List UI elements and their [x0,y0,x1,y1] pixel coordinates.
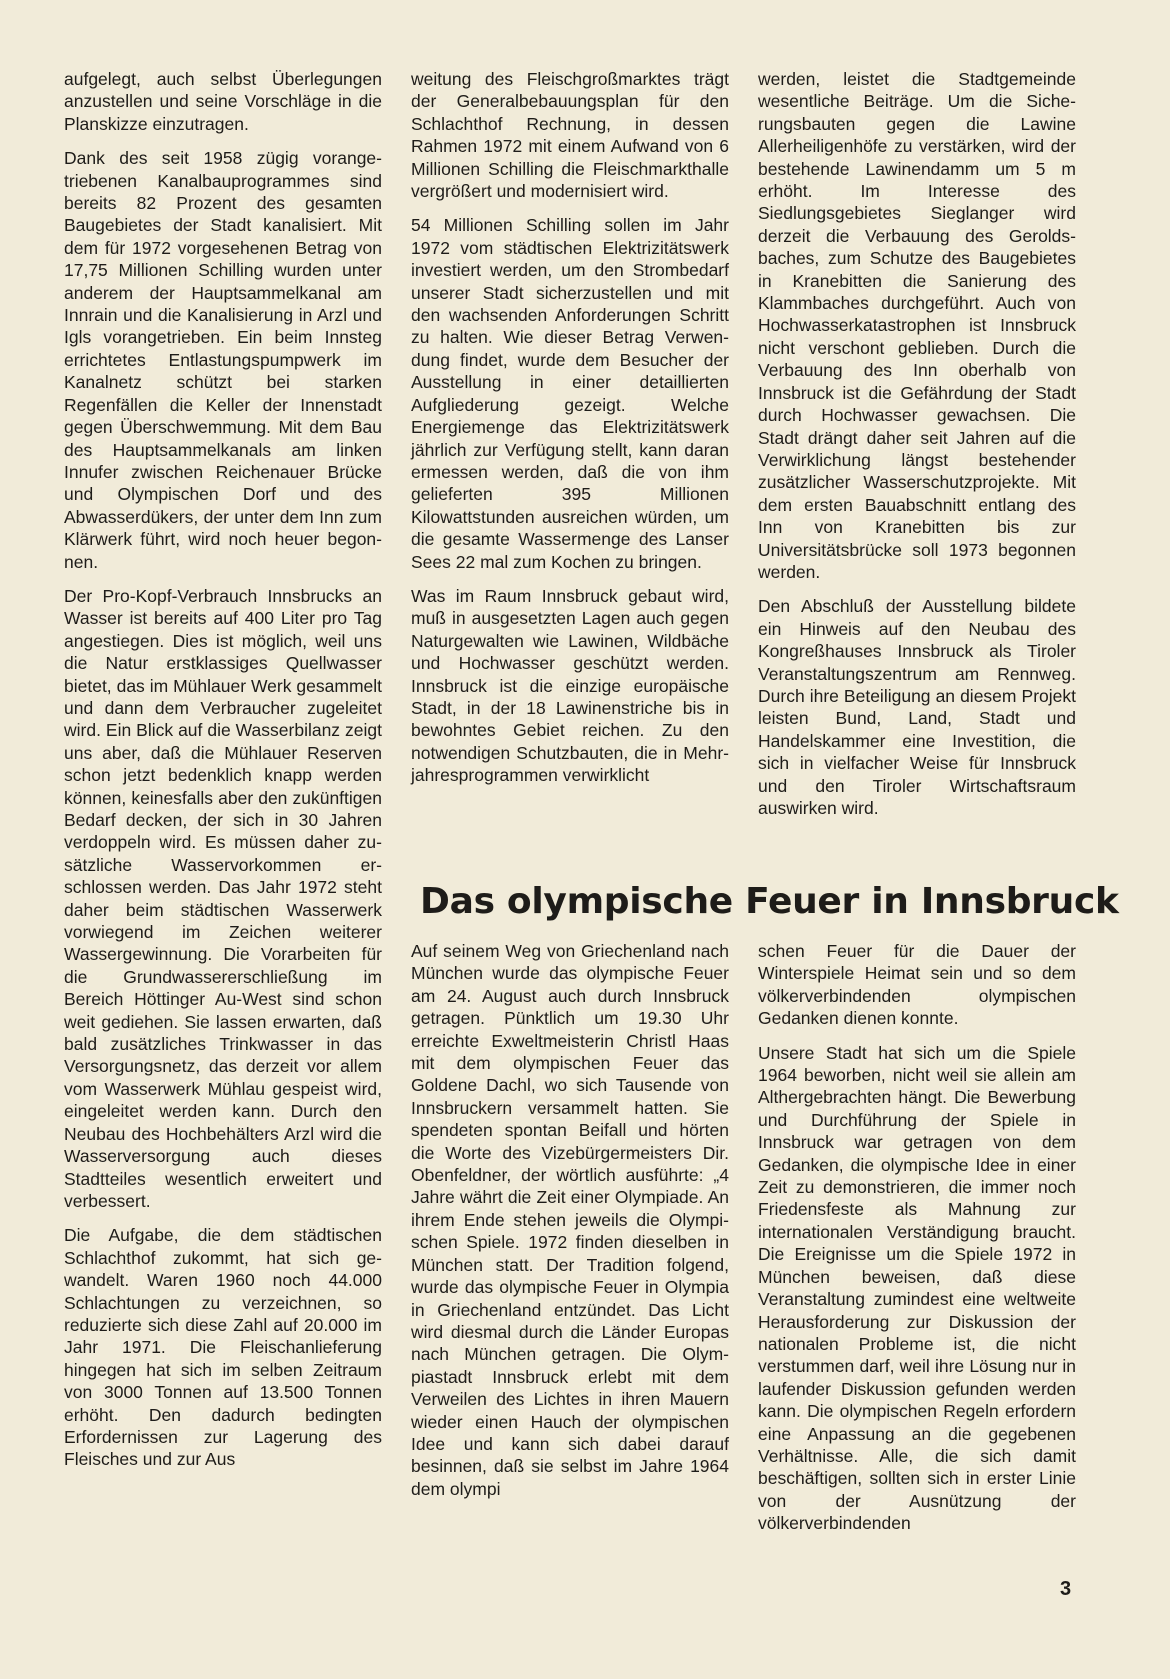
paragraph: 54 Millionen Schilling sollen im Jahr 1972 vom städtischen Elektrizitätswerk investiert werden, um den Strombedarf unserer Stadt sicherzustellen und mit den wachsenden Anforderungen Schritt zu halten. Wie dieser Betrag Verwendung findet, wurde dem Besucher der Ausstellung in einer detaillierten Aufgliederung gezeigt. Welche Energiemenge das Elektrizitätswerk jährlich zur Verfügung stellt, kann daran ermessen werden, daß die von ihm gelieferten 395 Millionen Kilowattstunden ausreichen würden, um die gesamte Wassermenge des Lanser Sees 22 mal zum Kochen zu bringen. [411,215,729,572]
paragraph: Auf seinem Weg von Griechenland nach München wurde das olympische Feuer am 24. August auch durch Innsbruck getragen. Pünktlich um 19.30 Uhr erreichte Exweltmeisterin Christl Haas mit dem olympischen Feuer das Goldene Dachl, wo sich Tausende von Innsbruckern versammelt hatten. Sie spendeten spontan Beifall und hörten die Worte des Vizebürgermeisters Dir. Obenfeldner, der wörtlich ausführte: „4 Jahre währt die Zeit einer Olympiade. An ihrem Ende stehen jeweils die Olympischen Spiele. 1972 finden dieselben in München statt. Der Tradition folgend, wurde das olympische Feuer in Olympia in Griechenland entzündet. Das Licht wird diesmal durch die Länder Europas nach München getragen. Die Olympiastadt Innsbruck erlebt mit dem Verweilen des Lichtes in ihren Mauern wieder einen Hauch der olympischen Idee und kann sich dabei darauf besinnen, daß sie selbst im Jahre 1964 dem olympi [411,941,729,1499]
article-headline: Das olympische Feuer in Innsbruck [420,881,1119,922]
paragraph: werden, leistet die Stadtgemeinde wesentliche Beiträge. Um die Sicherungsbauten gegen die Lawine Allerheiligenhöfe zu verstärken, wird der bestehende Lawinendamm um 5 m erhöht. Im Interesse des Siedlungsgebietes Sieglanger wird derzeit die Verbauung des Geroldsbaches, zum Schutze des Baugebietes in Kranebitten die Sanierung des Klammbaches durchgeführt. Auch von Hochwasserkatastrophen ist Innsbruck nicht verschont geblieben. Durch die Verbauung des Inn oberhalb von Innsbruck ist die Gefährdung der Stadt durch Hochwasser gewachsen. Die Stadt drängt daher seit Jahren auf die Verwirklichung längst bestehender zusätzlicher Wasserschutzprojekte. Mit dem ersten Bauabschnitt entlang des Inn von Kranebitten bis zur Universitätsbrücke soll 1973 begonnen werden. [758,69,1076,582]
column-3 [758,68,1076,831]
paragraph: Dank des seit 1958 zügig vorangetriebenen Kanalbauprogrammes sind bereits 82 Prozent des gesamten Baugebietes der Stadt kanalisiert. Mit dem für 1972 vorgesehenen Betrag von 17,75 Millionen Schilling wurden unter anderem der Hauptsammelkanal am Innrain und die Kanalisierung in Arzl und Igls vorangetrieben. Ein beim Innsteg errichtetes Entlastungspumpwerk im Kanalnetz schützt bei starken Regenfällen die Keller der Innenstadt gegen Überschwemmung. Mit dem Bau des Hauptsammelkanals am linken Innufer zwischen Reichenauer Brücke und Olympischen Dorf und des Abwasserdükers, der unter dem Inn zum Klärwerk führt, wird noch heuer begonnen. [64,148,382,572]
column-1 [64,68,382,1483]
paragraph: Was im Raum Innsbruck gebaut wird, muß in ausgesetzten Lagen auch gegen Naturgewalten wie Lawinen, Wildbäche und Hochwasser geschützt werden. Innsbruck ist die einzige europäische Stadt, in der 18 Lawinenstriche bis in bewohntes Gebiet reichen. Zu den notwendigen Schutzbauten, die in Mehrjahresprogrammen verwirklicht [411,585,729,786]
page-number: 3 [1060,1578,1072,1600]
paragraph: Der Pro-Kopf-Verbrauch Innsbrucks an Wasser ist bereits auf 400 Liter pro Tag angestiegen. Dies ist möglich, weil uns die Natur erstklassiges Quellwasser bietet, das im Mühlauer Werk gesammelt und dann dem Verbraucher zugeleitet wird. Ein Blick auf die Wasserbilanz zeigt uns aber, daß die Mühlauer Reserven schon jetzt bedenklich knapp werden können, keinesfalls aber den zukünftigen Bedarf decken, der sich in 30 Jahren verdoppeln wird. Es müssen daher zusätzliche Wasservorkommen erschlossen werden. Das Jahr 1972 steht daher beim städtischen Wasserwerk vorwiegend im Zeichen weiterer Wassergewinnung. Die Vorarbeiten für die Grundwassererschließung im Bereich Höttinger Au-West sind schon weit gediehen. Sie lassen erwarten, daß bald zusätzliches Trinkwasser in das Versorgungsnetz, das derzeit vor allem vom Wasserwerk Mühlau gespeist wird, eingeleitet werden kann. Durch den Neubau des Hochbehälters Arzl wird die Wasserversorgung auch dieses Stadtteiles wesentlich erweitert und verbessert. [64,585,382,1211]
paragraph: weitung des Fleischgroßmarktes trägt der Generalbebauungsplan für den Schlachthof Rechnung, in dessen Rahmen 1972 mit einem Aufwand von 6 Millionen Schilling die Fleischmarkthalle vergrößert und modernisiert wird. [411,69,729,202]
paragraph: aufgelegt, auch selbst Überlegungen anzustellen und seine Vorschläge in die Planskizze einzutragen. [64,69,382,134]
paragraph: Die Aufgabe, die dem städtischen Schlachthof zukommt, hat sich gewandelt. Waren 1960 noch 44.000 Schlachtungen zu verzeichnen, so reduzierte sich diese Zahl auf 20.000 im Jahr 1971. Die Fleischanlieferung hingegen hat sich im selben Zeitraum von 3000 Tonnen auf 13.500 Tonnen erhöht. Den dadurch bedingten Erfordernissen zur Lagerung des Fleisches und zur Aus [64,1225,382,1470]
paragraph: schen Feuer für die Dauer der Winterspiele Heimat sein und so dem völkerverbindenden olympischen Gedanken dienen konnte. [758,941,1076,1029]
column-2 [411,68,729,799]
paragraph: Unsere Stadt hat sich um die Spiele 1964 beworben, nicht weil sie allein am Althergebrachten hängt. Die Bewerbung und Durchführung der Spiele in Innsbruck war getragen von dem Gedanken, die olympische Idee in einer Zeit zu demonstrieren, die immer noch Friedensfeste als Mahnung zur internationalen Verständigung braucht. Die Ereignisse um die Spiele 1972 in München beweisen, daß diese Veranstaltung zumindest eine weltweite Herausforderung zur Diskussion der nationalen Probleme ist, die nicht verstummen darf, weil ihre Lösung nur in laufender Diskussion gefunden werden kann. Die olympischen Regeln erfordern eine Anpassung an die gegebenen Verhältnisse. Alle, die sich damit beschäftigen, sollten sich in erster Linie von der Ausnützung der völkerverbindenden [758,1042,1076,1534]
paragraph: Den Abschluß der Ausstellung bildete ein Hinweis auf den Neubau des Kongreßhauses Innsbruck als Tiroler Veranstaltungszentrum am Rennweg. Durch ihre Beteiligung an diesem Projekt leisten Bund, Land, Stadt und Handelskammer eine Investition, die sich in vielfacher Weise für Innsbruck und den Tiroler Wirtschaftsraum auswirken wird. [758,596,1076,818]
column-4 [411,940,729,1512]
column-5 [758,940,1076,1547]
